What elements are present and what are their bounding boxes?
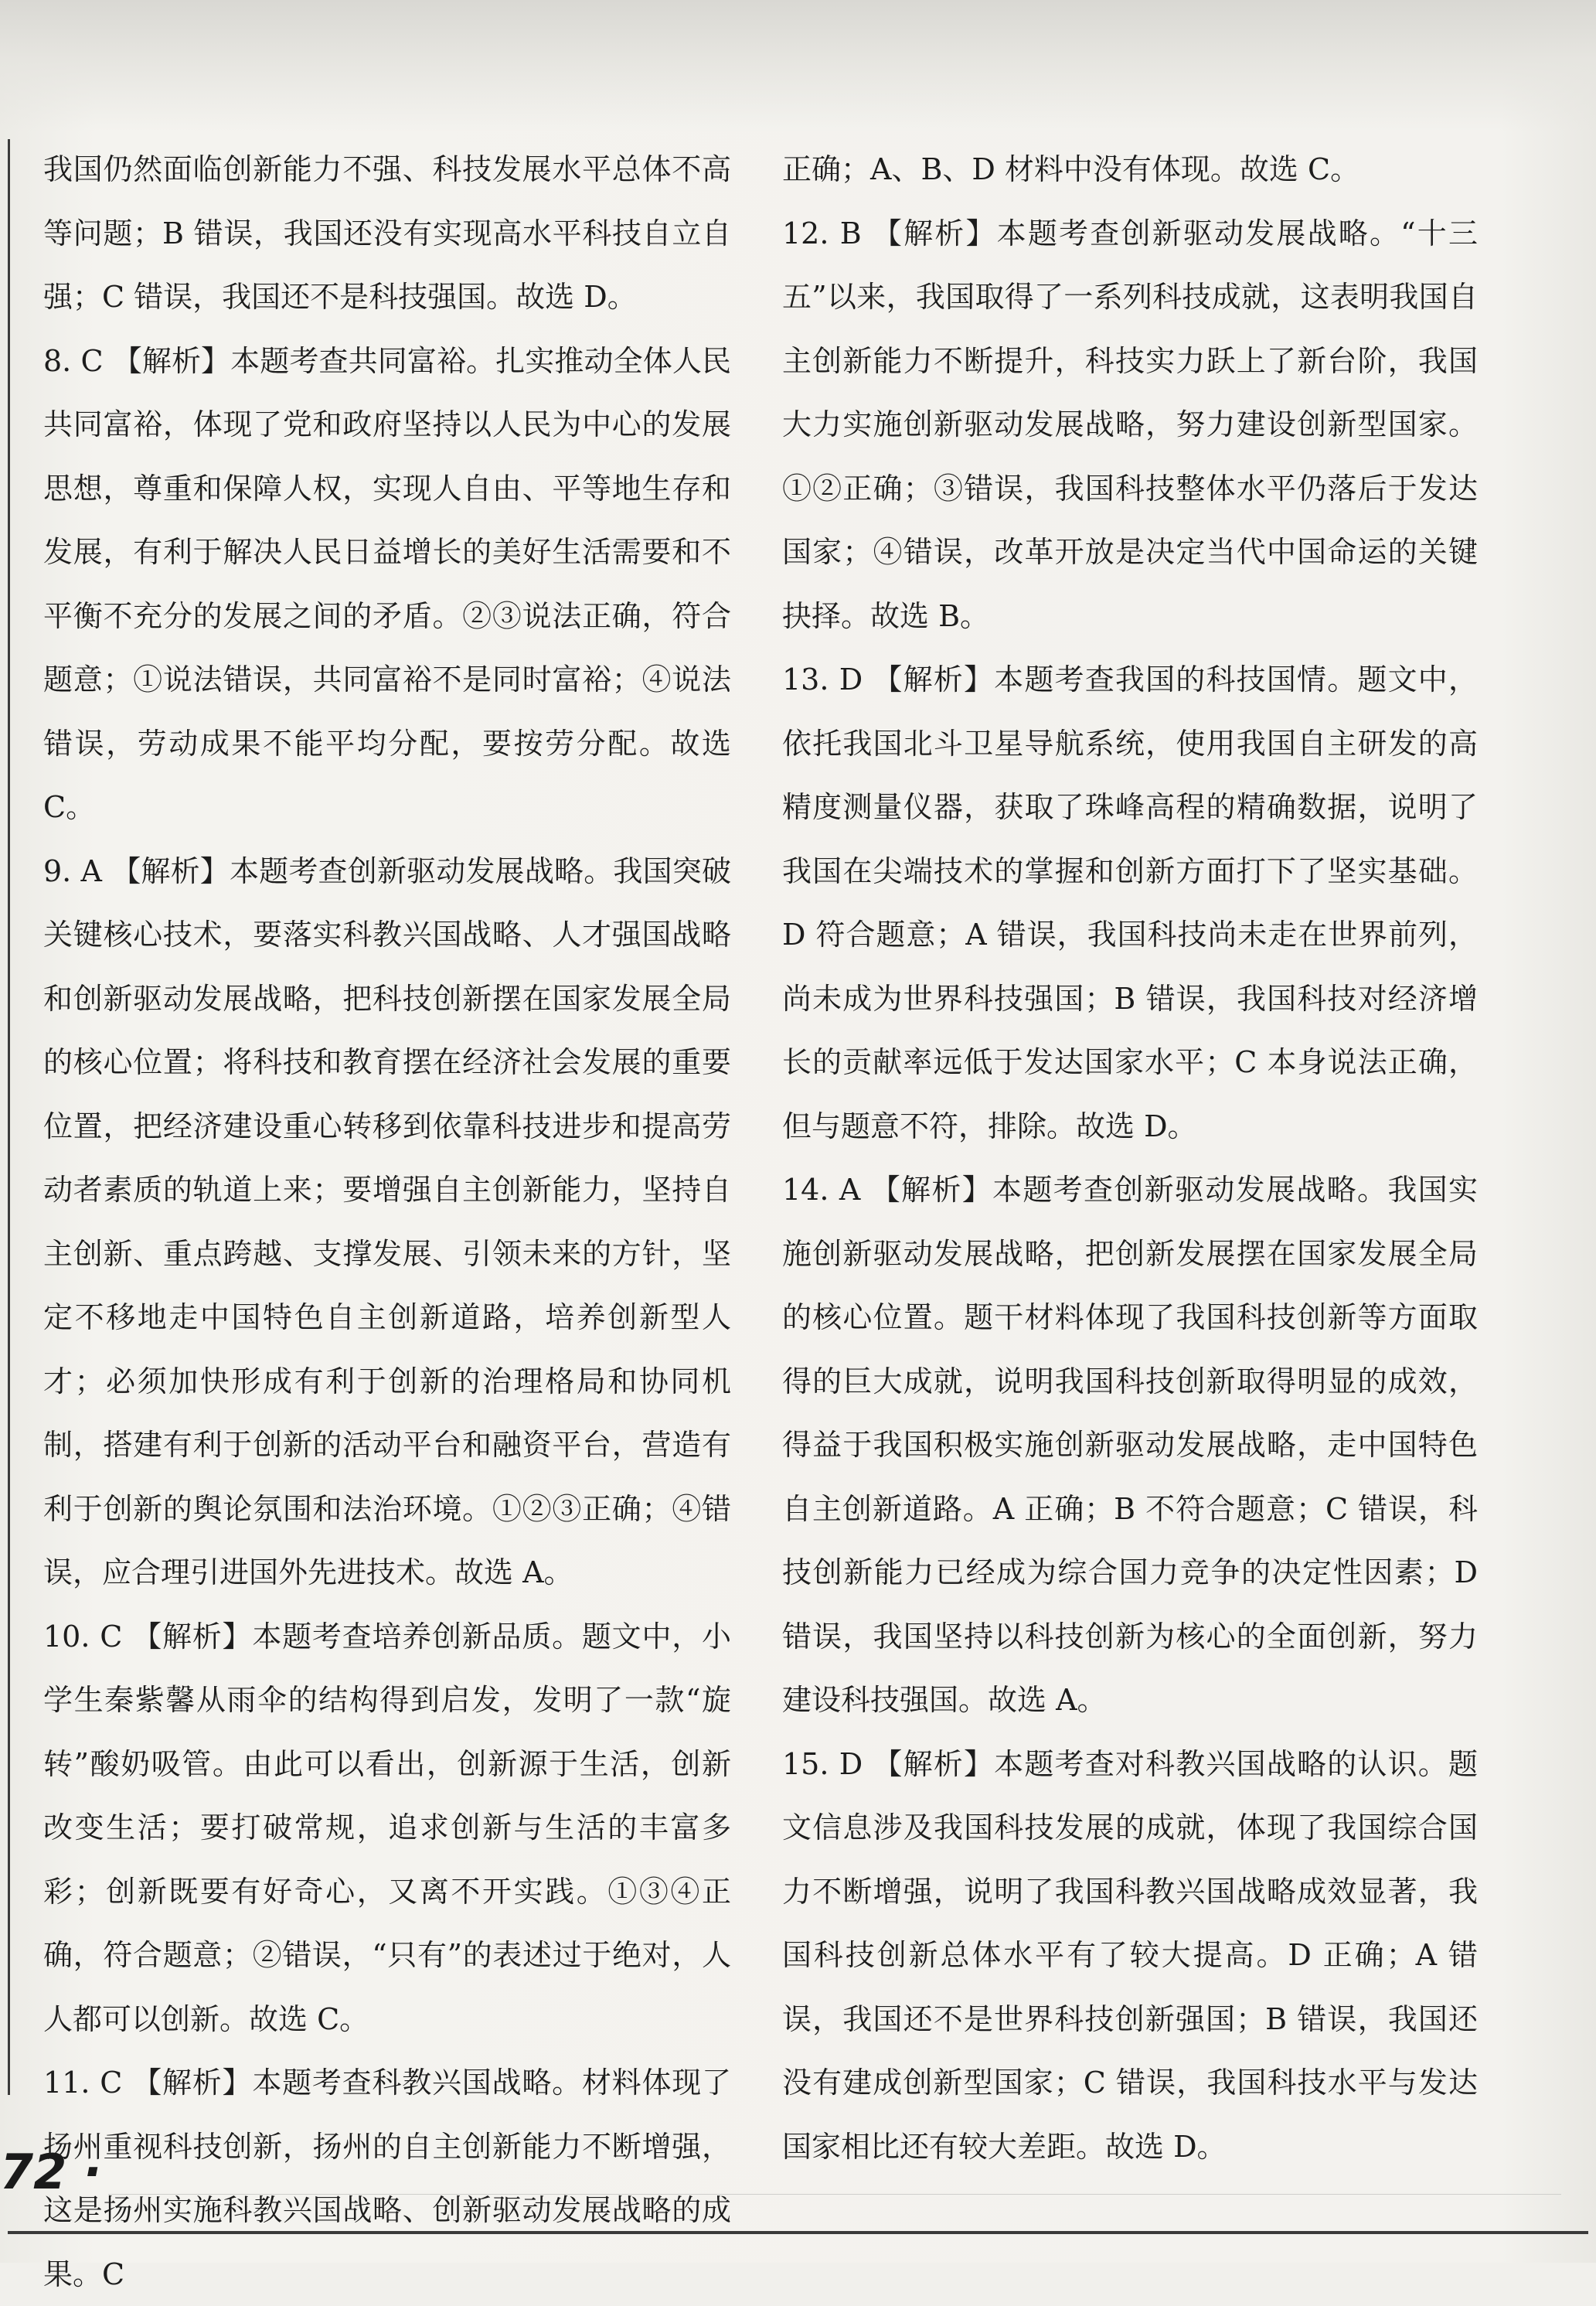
scan-shadow xyxy=(0,0,1596,131)
paragraph-continuation: 我国仍然面临创新能力不强、科技发展水平总体不高等问题；B 错误，我国还没有实现高水平科技自立自强；C 错误，我国还不是科技强国。故选 D。 xyxy=(43,152,731,314)
answer-11: 11. C 【解析】本题考查科教兴国战略。材料体现了扬州重视科技创新，扬州的自主创新能力不断增强，这是扬州实施科教兴国战略、创新驱动发展战略的成果。C xyxy=(43,2066,731,2291)
answer-8: 8. C 【解析】本题考查共同富裕。扎实推动全体人民共同富裕，体现了党和政府坚持以人民为中心的发展思想，尊重和保障人权，实现人自由、平等地生存和发展，有利于解决人民日益增长的美好生活需要和不平衡不充分的发展之间的矛盾。②③说法正确，符合题意；①说法错误，共同富裕不是同时富裕；④说法错误，劳动成果不能平均分配，要按劳分配。故选 C。 xyxy=(43,343,731,824)
answer-12: 12. B 【解析】本题考查创新驱动发展战略。“十三五”以来，我国取得了一系列科技成就，这表明我国自主创新能力不断提升，科技实力跃上了新台阶，我国大力实施创新驱动发展战略，努力建设创新型国家。①②正确；③错误，我国科技整体水平仍落后于发达国家；④错误，改革开放是决定当代中国命运的关键抉择。故选 B。 xyxy=(782,216,1478,633)
right-column xyxy=(782,138,1478,2178)
answer-11-continuation: 正确；A、B、D 材料中没有体现。故选 C。 xyxy=(782,152,1360,186)
answer-10: 10. C 【解析】本题考查培养创新品质。题文中，小学生秦紫馨从雨伞的结构得到启发，发明了一款“旋转”酸奶吸管。由此可以看出，创新源于生活，创新改变生活；要打破常规，追求创新与生活的丰富多彩；创新既要有好奇心，又离不开实践。①③④正确，符合题意；②错误，“只有”的表述过于绝对，人人都可以创新。故选 C。 xyxy=(43,1619,731,2036)
answer-14: 14. A 【解析】本题考查创新驱动发展战略。我国实施创新驱动发展战略，把创新发展摆在国家发展全局的核心位置。题干材料体现了我国科技创新等方面取得的巨大成就，说明我国科技创新取得明显的成效，得益于我国积极实施创新驱动发展战略，走中国特色自主创新道路。A 正确；B 不符合题意；C 错误，科技创新能力已经成为综合国力竞争的决定性因素；D 错误，我国坚持以科技创新为核心的全面创新，努力建设科技强国。故选 A。 xyxy=(782,1173,1478,1717)
answer-15: 15. D 【解析】本题考查对科教兴国战略的认识。题文信息涉及我国科技发展的成就，体现了我国综合国力不断增强，说明了我国科教兴国战略成效显著，我国科技创新总体水平有了较大提高。D 正确；A 错误，我国还不是世界科技创新强国；B 错误，我国还没有建成创新型国家；C 错误，我国科技水平与发达国家相比还有较大差距。故选 D。 xyxy=(782,1746,1478,2164)
left-column xyxy=(43,138,731,2306)
answer-9: 9. A 【解析】本题考查创新驱动发展战略。我国突破关键核心技术，要落实科教兴国战略、人才强国战略和创新驱动发展战略，把科技创新摆在国家发展全局的核心位置；将科技和教育摆在经济社会发展的重要位置，把经济建设重心转移到依靠科技进步和提高劳动者素质的轨道上来；要增强自主创新能力，坚持自主创新、重点跨越、支撑发展、引领未来的方针，坚定不移地走中国特色自主创新道路，培养创新型人才；必须加快形成有利于创新的治理格局和协同机制，搭建有利于创新的活动平台和融资平台，营造有利于创新的舆论氛围和法治环境。①②③正确；④错误，应合理引进国外先进技术。故选 A。 xyxy=(43,853,731,1589)
page-number: 72 · xyxy=(0,2144,102,2200)
left-margin-rule xyxy=(8,139,10,2095)
answer-13: 13. D 【解析】本题考查我国的科技国情。题文中，依托我国北斗卫星导航系统，使用我国自主研发的高精度测量仪器，获取了珠峰高程的精确数据，说明了我国在尖端技术的掌握和创新方面打下了坚实基础。D 符合题意；A 错误，我国科技尚未走在世界前列，尚未成为世界科技强国；B 错误，我国科技对经济增长的贡献率远低于发达国家水平；C 本身说法正确，但与题意不符，排除。故选 D。 xyxy=(782,663,1478,1143)
